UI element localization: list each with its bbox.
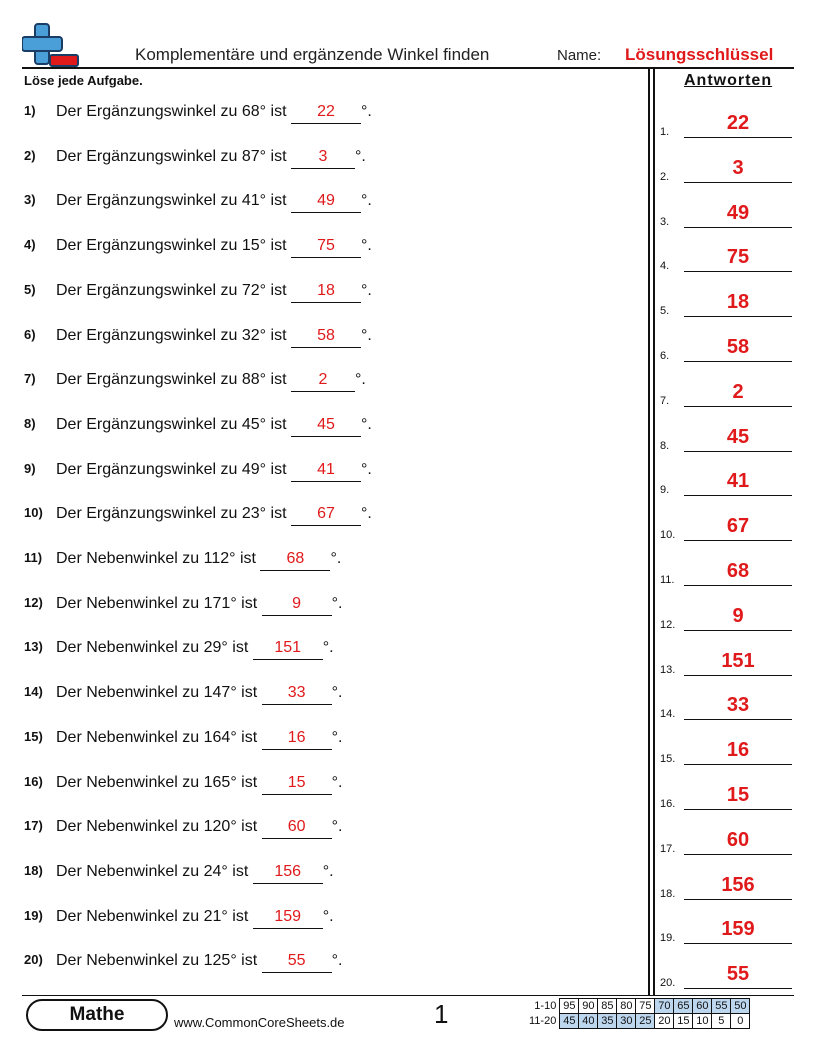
answer-slot — [660, 149, 792, 185]
question-row — [24, 550, 341, 574]
question-number: 9) — [24, 461, 36, 476]
answer-blank[interactable]: 33 — [262, 684, 332, 705]
answer-blank[interactable]: 16 — [262, 729, 332, 750]
answer-line — [684, 899, 792, 900]
answer-number: 3. — [660, 216, 670, 228]
question-row — [24, 416, 372, 440]
worksheet-title: Komplementäre und ergänzende Winkel finden — [135, 45, 490, 64]
question-number: 4) — [24, 237, 36, 252]
answer-blank[interactable]: 41 — [291, 461, 361, 482]
score-cell: 5 — [712, 1014, 731, 1029]
score-cell: 20 — [655, 1014, 674, 1029]
degree-suffix: °. — [354, 371, 366, 388]
answer-line — [684, 316, 792, 317]
question-number: 5) — [24, 282, 36, 297]
answer-line — [684, 854, 792, 855]
score-cell: 35 — [598, 1014, 617, 1029]
degree-suffix: °. — [360, 103, 372, 120]
degree-suffix: °. — [360, 237, 372, 254]
question-row — [24, 327, 372, 351]
answer-line — [684, 137, 792, 138]
answer-value[interactable]: 49 — [726, 202, 750, 224]
answer-blank[interactable]: 15 — [262, 774, 332, 795]
question-row — [24, 192, 372, 216]
page-number: 1 — [434, 999, 449, 1029]
answer-number: 15. — [660, 753, 676, 765]
answer-blank[interactable]: 58 — [291, 327, 361, 348]
answer-number: 16. — [660, 798, 676, 810]
question-row — [24, 371, 366, 395]
answer-blank[interactable]: 3 — [291, 148, 355, 169]
question-row — [24, 505, 372, 529]
answer-number: 6. — [660, 350, 670, 362]
question-row — [24, 729, 342, 753]
answer-slot — [660, 686, 792, 722]
answer-line — [684, 495, 792, 496]
score-cell: 85 — [598, 999, 617, 1014]
question-number: 19) — [24, 908, 43, 923]
plus-minus-logo-icon — [22, 22, 80, 68]
degree-suffix: °. — [354, 148, 366, 165]
question-text: Der Nebenwinkel zu 21° ist — [56, 908, 249, 925]
answer-blank[interactable]: 60 — [262, 818, 332, 839]
question-text: Der Nebenwinkel zu 112° ist — [56, 550, 256, 567]
score-cell: 30 — [617, 1014, 636, 1029]
score-table — [527, 998, 750, 1029]
question-number: 1) — [24, 103, 36, 118]
score-row — [527, 999, 750, 1014]
answer-key-label: Lösungsschlüssel — [625, 45, 774, 64]
answer-number: 10. — [660, 529, 676, 541]
question-text: Der Ergänzungswinkel zu 68° ist — [56, 103, 287, 120]
degree-suffix: °. — [331, 595, 343, 612]
degree-suffix: °. — [360, 327, 372, 344]
answer-slot — [660, 283, 792, 319]
question-text: Der Ergänzungswinkel zu 15° ist — [56, 237, 287, 254]
question-text: Der Nebenwinkel zu 24° ist — [56, 863, 249, 880]
question-number: 10) — [24, 505, 43, 520]
question-text: Der Ergänzungswinkel zu 72° ist — [56, 282, 287, 299]
question-number: 16) — [24, 774, 43, 789]
answer-value[interactable]: 55 — [726, 963, 750, 985]
answer-line — [684, 182, 792, 183]
question-text: Der Ergänzungswinkel zu 45° ist — [56, 416, 287, 433]
question-row — [24, 684, 342, 708]
answer-number: 2. — [660, 171, 670, 183]
score-cell: 50 — [731, 999, 750, 1014]
name-label: Name: — [557, 47, 602, 64]
answer-value[interactable]: 151 — [721, 650, 755, 672]
answer-number: 12. — [660, 619, 676, 631]
question-row — [24, 774, 342, 798]
answer-slot — [660, 418, 792, 454]
answer-value[interactable]: 41 — [726, 470, 750, 492]
question-row — [24, 461, 372, 485]
answer-line — [684, 630, 792, 631]
answer-slot — [660, 104, 792, 140]
answer-value[interactable]: 9 — [732, 605, 744, 627]
answer-line — [684, 988, 792, 989]
answer-blank[interactable]: 75 — [291, 237, 361, 258]
answer-value[interactable]: 16 — [726, 739, 750, 761]
answer-slot — [660, 552, 792, 588]
answer-blank[interactable]: 45 — [291, 416, 361, 437]
score-cell: 90 — [579, 999, 598, 1014]
score-cell: 15 — [674, 1014, 693, 1029]
answer-value[interactable]: 15 — [726, 784, 750, 806]
degree-suffix: °. — [322, 908, 334, 925]
answer-number: 13. — [660, 664, 676, 676]
question-number: 7) — [24, 371, 36, 386]
answer-line — [684, 227, 792, 228]
answer-line — [684, 585, 792, 586]
answer-value[interactable]: 159 — [721, 918, 755, 940]
answer-number: 14. — [660, 708, 676, 720]
footer-divider — [22, 995, 794, 996]
score-cell: 0 — [731, 1014, 750, 1029]
answer-slot — [660, 866, 792, 902]
answers-column-title: Antworten — [684, 72, 773, 89]
score-cell: 45 — [560, 1014, 579, 1029]
answer-slot — [660, 955, 792, 991]
question-row — [24, 908, 334, 932]
question-text: Der Nebenwinkel zu 171° ist — [56, 595, 258, 612]
instructions: Löse jede Aufgabe. — [24, 73, 143, 88]
question-number: 17) — [24, 818, 43, 833]
score-cell: 75 — [636, 999, 655, 1014]
answer-slot — [660, 821, 792, 857]
degree-suffix: °. — [331, 684, 343, 701]
answer-value[interactable]: 156 — [721, 874, 755, 896]
question-number: 18) — [24, 863, 43, 878]
question-text: Der Nebenwinkel zu 164° ist — [56, 729, 258, 746]
score-cell: 60 — [693, 999, 712, 1014]
answer-number: 19. — [660, 932, 676, 944]
score-cell: 10 — [693, 1014, 712, 1029]
degree-suffix: °. — [330, 550, 342, 567]
answer-blank[interactable]: 156 — [253, 863, 323, 884]
answer-blank[interactable]: 49 — [291, 192, 361, 213]
answer-blank[interactable]: 2 — [291, 371, 355, 392]
score-cell: 70 — [655, 999, 674, 1014]
question-text: Der Ergänzungswinkel zu 49° ist — [56, 461, 287, 478]
question-text: Der Ergänzungswinkel zu 41° ist — [56, 192, 287, 209]
answer-number: 18. — [660, 888, 676, 900]
score-cell: 95 — [560, 999, 579, 1014]
degree-suffix: °. — [331, 774, 343, 791]
answer-line — [684, 540, 792, 541]
answer-line — [684, 406, 792, 407]
answer-value[interactable]: 58 — [726, 336, 750, 358]
degree-suffix: °. — [322, 639, 334, 656]
answer-slot — [660, 328, 792, 364]
answer-value[interactable]: 45 — [726, 426, 750, 448]
answer-value[interactable]: 75 — [726, 246, 750, 268]
answer-line — [684, 943, 792, 944]
answer-slot — [660, 642, 792, 678]
degree-suffix: °. — [322, 863, 334, 880]
degree-suffix: °. — [360, 505, 372, 522]
score-row-label: 11-20 — [529, 1015, 557, 1027]
answer-value[interactable]: 3 — [732, 157, 744, 179]
answer-slot — [660, 194, 792, 230]
answer-slot — [660, 507, 792, 543]
answer-value[interactable]: 33 — [726, 694, 750, 716]
answer-slot — [660, 238, 792, 274]
score-row-label: 1-10 — [534, 1000, 557, 1012]
question-text: Der Ergänzungswinkel zu 87° ist — [56, 148, 287, 165]
website-url: www.CommonCoreSheets.de — [174, 1015, 345, 1030]
score-cell: 55 — [712, 999, 731, 1014]
question-number: 3) — [24, 192, 36, 207]
answer-blank[interactable]: 68 — [260, 550, 330, 571]
question-text: Der Ergänzungswinkel zu 23° ist — [56, 505, 287, 522]
answer-value[interactable]: 22 — [726, 112, 750, 134]
answer-line — [684, 361, 792, 362]
answer-number: 11. — [660, 574, 675, 586]
question-number: 6) — [24, 327, 36, 342]
answer-blank[interactable]: 18 — [291, 282, 361, 303]
question-number: 11) — [24, 550, 43, 565]
question-text: Der Nebenwinkel zu 29° ist — [56, 639, 249, 656]
question-number: 13) — [24, 639, 43, 654]
question-row — [24, 595, 342, 619]
answer-number: 7. — [660, 395, 670, 407]
question-text: Der Nebenwinkel zu 125° ist — [56, 952, 258, 969]
answer-line — [684, 764, 792, 765]
answer-slot — [660, 776, 792, 812]
answer-line — [684, 809, 792, 810]
column-divider — [648, 69, 650, 996]
degree-suffix: °. — [360, 416, 372, 433]
answer-number: 5. — [660, 305, 670, 317]
question-row — [24, 639, 334, 663]
column-divider — [653, 69, 655, 996]
question-text: Der Nebenwinkel zu 147° ist — [56, 684, 258, 701]
answer-line — [684, 719, 792, 720]
answer-number: 1. — [660, 126, 670, 138]
header-divider — [22, 67, 794, 69]
degree-suffix: °. — [360, 192, 372, 209]
score-cell: 65 — [674, 999, 693, 1014]
answer-blank[interactable]: 67 — [291, 505, 361, 526]
question-number: 15) — [24, 729, 43, 744]
question-row — [24, 863, 334, 887]
answer-blank[interactable]: 159 — [253, 908, 323, 929]
answer-slot — [660, 597, 792, 633]
answer-value[interactable]: 67 — [726, 515, 750, 537]
question-number: 12) — [24, 595, 43, 610]
degree-suffix: °. — [331, 818, 343, 835]
answer-blank[interactable]: 151 — [253, 639, 323, 660]
answer-blank[interactable]: 22 — [291, 103, 361, 124]
question-number: 8) — [24, 416, 36, 431]
question-text: Der Ergänzungswinkel zu 88° ist — [56, 371, 287, 388]
answer-number: 9. — [660, 484, 670, 496]
degree-suffix: °. — [360, 282, 372, 299]
degree-suffix: °. — [331, 729, 343, 746]
answer-value[interactable]: 2 — [732, 381, 744, 403]
score-cell: 40 — [579, 1014, 598, 1029]
answer-line — [684, 675, 792, 676]
question-text: Der Nebenwinkel zu 165° ist — [56, 774, 258, 791]
answer-line — [684, 451, 792, 452]
answer-number: 8. — [660, 440, 670, 452]
question-row — [24, 952, 342, 976]
question-row — [24, 103, 372, 127]
answer-number: 17. — [660, 843, 676, 855]
answer-value[interactable]: 60 — [726, 829, 750, 851]
answer-slot — [660, 462, 792, 498]
question-text: Der Ergänzungswinkel zu 32° ist — [56, 327, 287, 344]
question-row — [24, 282, 372, 306]
question-number: 14) — [24, 684, 43, 699]
degree-suffix: °. — [360, 461, 372, 478]
score-cell: 25 — [636, 1014, 655, 1029]
degree-suffix: °. — [331, 952, 343, 969]
answer-slot — [660, 373, 792, 409]
brand-badge: Mathe — [26, 999, 168, 1031]
answer-number: 4. — [660, 260, 670, 272]
answer-value[interactable]: 68 — [726, 560, 750, 582]
question-number: 20) — [24, 952, 43, 967]
question-row — [24, 148, 366, 172]
answer-slot — [660, 731, 792, 767]
score-cell: 80 — [617, 999, 636, 1014]
answer-blank[interactable]: 55 — [262, 952, 332, 973]
question-row — [24, 818, 342, 842]
question-number: 2) — [24, 148, 36, 163]
answer-blank[interactable]: 9 — [262, 595, 332, 616]
score-row — [527, 1014, 750, 1029]
answer-number: 20. — [660, 977, 676, 989]
answer-slot — [660, 910, 792, 946]
answer-value[interactable]: 18 — [726, 291, 750, 313]
question-text: Der Nebenwinkel zu 120° ist — [56, 818, 258, 835]
answer-line — [684, 271, 792, 272]
question-row — [24, 237, 372, 261]
